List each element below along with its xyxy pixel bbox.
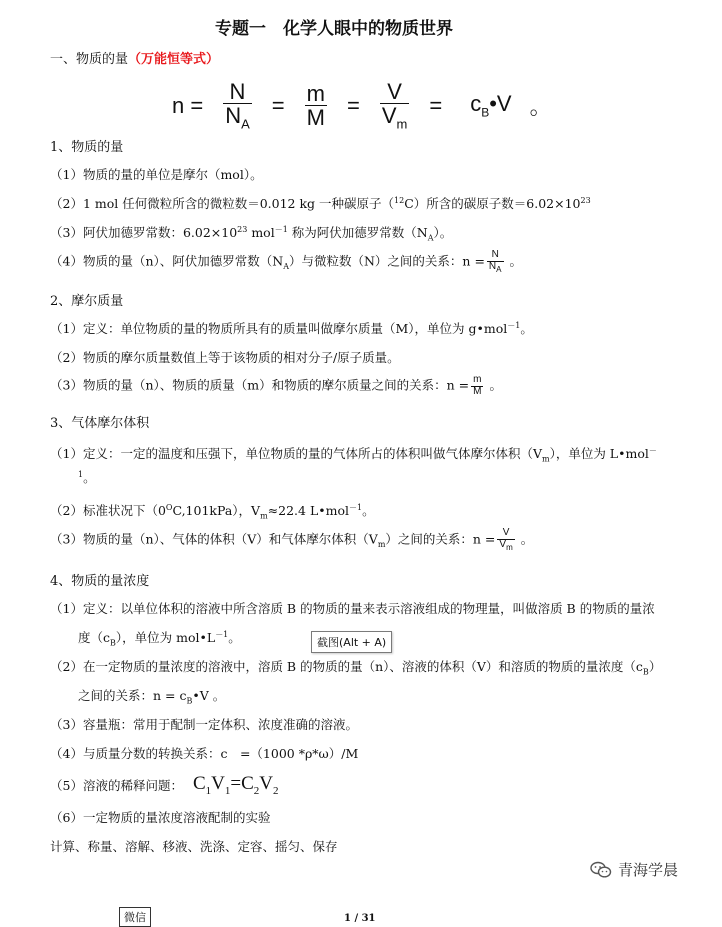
item-3-1: （1）定义：一定的温度和压强下，单位物质的量的气体所占的体积叫做气体摩尔体积$(V_m)$，单位为 L•mol－ — [50, 445, 657, 464]
item-4-4: （4）与质量分数的转换关系：c =（1000 *ρ*ω）/M — [50, 746, 359, 761]
item-1-4: （4）物质的量（n）、阿伏加德罗常数$(N_A)$与微粒数（N）之间的关系：n = $\frac{N}{N_A}$ 。 — [50, 249, 522, 274]
section-heading-text: 一、物质的量 — [50, 52, 129, 67]
item-1-3: （3）阿伏加德罗常数：$6.02\times 10^{23}$ mol$^{-1}$ 称为阿伏加德罗常数$(N_A)$。 — [50, 224, 453, 243]
formula-eq: = — [271, 92, 285, 118]
page-title: 专题一 化学人眼中的物质世界 — [215, 19, 453, 39]
watermark-text: 青海学晨 — [618, 861, 679, 879]
wechat-badge[interactable]: 微信 — [119, 907, 151, 927]
formula-eq: = — [346, 92, 360, 118]
item-4-2-cont: 之间的关系：$n = c_B•V$ 。 — [78, 688, 226, 706]
formula-num: N — [229, 79, 246, 104]
item-4-1: （1）定义：以单位体积的溶液中所含溶质 B 的物质的量来表示溶液组成的物理量，叫做溶质 B 的物质的量浓 — [50, 601, 655, 616]
formula-num: m — [306, 80, 325, 106]
formula-den: $N_A$ — [225, 103, 250, 132]
item-4-1-cont: 度$(c_B)$，单位为 $mol•L^{-1}$。 — [78, 629, 241, 648]
section-heading-highlight: （万能恒等式） — [128, 52, 220, 67]
formula-eq: = — [429, 92, 443, 118]
item-1-1: （1）物质的量的单位是摩尔（mol）。 — [50, 167, 263, 182]
formula-fraction-n — [223, 80, 252, 131]
watermark — [590, 859, 678, 880]
formula-fraction-v — [380, 80, 410, 131]
inline-fraction: $\frac{m}{M}$ — [473, 374, 482, 397]
formula-fraction-m — [305, 82, 327, 129]
sub-heading-3: 3、气体摩尔体积 — [50, 416, 150, 431]
item-2-1: （1）定义：单位物质的量的物质所具有的质量叫做摩尔质量（M），单位为 g•mol$^{-1}$。 — [50, 320, 533, 336]
inline-fraction: $\frac{N}{N_A}$ — [488, 249, 502, 274]
formula-den: $V_m$ — [381, 103, 408, 132]
formula-last: $c_B•V$ — [470, 91, 512, 120]
section-heading-1 — [50, 48, 219, 67]
main-formula — [172, 80, 552, 131]
page-number: 1 / 31 — [344, 913, 376, 924]
formula-den: M — [306, 105, 325, 131]
item-4-6: （6）一定物质的量浓度溶液配制的实验 — [50, 810, 271, 825]
item-4-steps: 计算、称量、溶解、移液、洗涤、定容、摇匀、保存 — [50, 839, 338, 854]
item-2-2: （2）物质的摩尔质量数值上等于该物质的相对分子/原子质量。 — [50, 350, 400, 365]
item-3-3: （3）物质的量（n）、气体的体积（V）和气体摩尔体积$(V_m)$之间的关系：n = $\frac{V}{V_m}$ 。 — [50, 527, 534, 552]
formula-num: V — [387, 79, 402, 104]
item-3-1-cont: $^1$。 — [78, 469, 96, 485]
dilution-formula: $C_1V_1=C_2V_2$ — [192, 773, 279, 797]
item-2-3: （3）物质的量（n）、物质的质量（m）和物质的摩尔质量之间的关系：n = $\frac{m}{M}$ 。 — [50, 374, 502, 397]
item-4-5: （5）溶液的稀释问题： $C_1V_1=C_2V_2$ — [50, 773, 279, 797]
item-3-2: （2）标准状况下$(0^OC,101kPa)$，$V_m\approx 22.4$ L•mol$^{-1}$。 — [50, 502, 375, 521]
inline-fraction: $\frac{V}{V_m}$ — [499, 527, 513, 552]
sub-heading-2: 2、摩尔质量 — [50, 294, 124, 309]
sub-heading-4: 4、物质的量浓度 — [50, 574, 150, 589]
item-4-2: （2）在一定物质的量浓度的溶液中，溶质 B 的物质的量（n）、溶液的体积（V）和溶质的物质的量浓度$(c_B)$ — [50, 659, 662, 677]
wechat-icon — [590, 861, 612, 879]
item-4-3: （3）容量瓶：常用于配制一定体积、浓度准确的溶液。 — [50, 717, 358, 732]
sub-heading-1: 1、物质的量 — [50, 140, 124, 155]
screenshot-tooltip: 截图(Alt + A) — [311, 631, 392, 653]
formula-end: 。 — [529, 94, 552, 120]
item-1-2: （2）1 mol 任何微粒所含的微粒数＝0.012 kg 一种碳原子（$^{12}$C）所含的碳原子数$=6.02\times 10^{23}$ — [50, 195, 591, 211]
formula-lhs: n = — [172, 92, 204, 118]
